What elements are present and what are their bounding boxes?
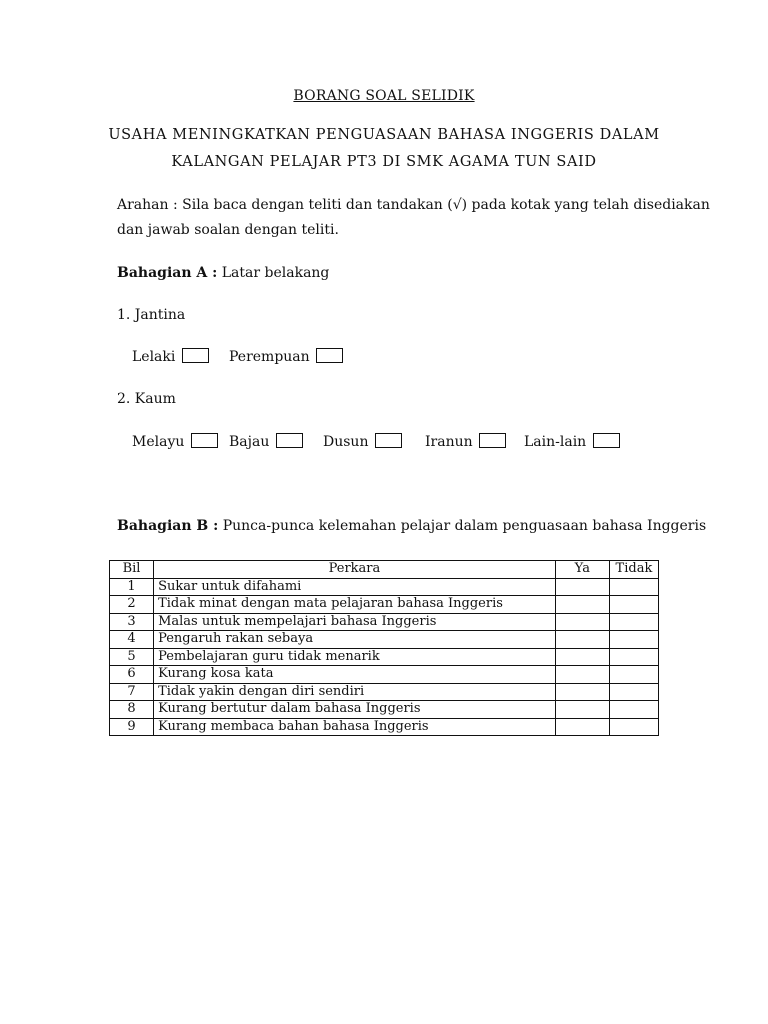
section-b-heading <box>117 518 706 534</box>
option-lain-lain <box>524 433 620 450</box>
ya-cell[interactable] <box>555 648 609 666</box>
row-perkara: Pengaruh rakan sebaya <box>154 631 556 649</box>
header-perkara: Perkara <box>154 561 556 579</box>
ya-cell[interactable] <box>555 701 609 719</box>
row-perkara: Kurang kosa kata <box>154 666 556 684</box>
ya-cell[interactable] <box>555 718 609 736</box>
table-row <box>110 648 659 666</box>
table-row <box>110 578 659 596</box>
table-row <box>110 596 659 614</box>
race-options <box>0 433 768 453</box>
header-bil: Bil <box>110 561 154 579</box>
option-lain-lain-label: Lain-lain <box>524 434 587 450</box>
row-bil: 6 <box>110 666 154 684</box>
row-perkara: Sukar untuk difahami <box>154 578 556 596</box>
tidak-cell[interactable] <box>609 683 658 701</box>
section-a-label: Bahagian A : <box>117 265 218 281</box>
row-bil: 4 <box>110 631 154 649</box>
row-perkara: Malas untuk mempelajari bahasa Inggeris <box>154 613 556 631</box>
instructions-line-2: dan jawab soalan dengan teliti. <box>117 222 339 238</box>
tidak-cell[interactable] <box>609 666 658 684</box>
section-a-subtitle: Latar belakang <box>221 265 330 281</box>
question-gender-label: 1. Jantina <box>117 307 186 323</box>
section-b-subtitle: Punca-punca kelemahan pelajar dalam penguasaan bahasa Inggeris <box>222 518 707 534</box>
option-iranun <box>425 433 506 450</box>
ya-cell[interactable] <box>555 596 609 614</box>
table-row <box>110 683 659 701</box>
tidak-cell[interactable] <box>609 701 658 719</box>
option-melayu <box>132 433 218 450</box>
ya-cell[interactable] <box>555 613 609 631</box>
table-row <box>110 613 659 631</box>
row-bil: 1 <box>110 578 154 596</box>
row-perkara: Kurang membaca bahan bahasa Inggeris <box>154 718 556 736</box>
table-row <box>110 666 659 684</box>
tidak-cell[interactable] <box>609 613 658 631</box>
checkbox-lain-lain[interactable] <box>593 433 620 448</box>
checkbox-dusun[interactable] <box>375 433 402 448</box>
option-bajau <box>229 433 303 450</box>
table-row <box>110 701 659 719</box>
option-perempuan-label: Perempuan <box>229 349 310 365</box>
row-perkara: Tidak minat dengan mata pelajaran bahasa Inggeris <box>154 596 556 614</box>
tidak-cell[interactable] <box>609 631 658 649</box>
row-bil: 5 <box>110 648 154 666</box>
checkbox-lelaki[interactable] <box>182 348 209 363</box>
option-lelaki-label: Lelaki <box>132 349 176 365</box>
row-bil: 7 <box>110 683 154 701</box>
question-race-label: 2. Kaum <box>117 391 176 407</box>
table-row <box>110 631 659 649</box>
ya-cell[interactable] <box>555 666 609 684</box>
row-perkara: Kurang bertutur dalam bahasa Inggeris <box>154 701 556 719</box>
row-bil: 2 <box>110 596 154 614</box>
row-perkara: Tidak yakin dengan diri sendiri <box>154 683 556 701</box>
table-header-row <box>110 561 659 579</box>
survey-table <box>109 560 659 736</box>
row-bil: 3 <box>110 613 154 631</box>
study-title-line-2: KALANGAN PELAJAR PT3 DI SMK AGAMA TUN SAID <box>171 154 597 170</box>
form-title: BORANG SOAL SELIDIK <box>293 88 475 104</box>
ya-cell[interactable] <box>555 578 609 596</box>
table-row <box>110 718 659 736</box>
checkbox-perempuan[interactable] <box>316 348 343 363</box>
tidak-cell[interactable] <box>609 596 658 614</box>
row-bil: 9 <box>110 718 154 736</box>
tidak-cell[interactable] <box>609 718 658 736</box>
tidak-cell[interactable] <box>609 578 658 596</box>
header-ya: Ya <box>555 561 609 579</box>
row-bil: 8 <box>110 701 154 719</box>
checkbox-melayu[interactable] <box>191 433 218 448</box>
checkbox-iranun[interactable] <box>479 433 506 448</box>
option-dusun <box>323 433 402 450</box>
header-tidak: Tidak <box>609 561 658 579</box>
gender-options <box>0 348 768 368</box>
ya-cell[interactable] <box>555 631 609 649</box>
checkbox-bajau[interactable] <box>276 433 303 448</box>
study-title-line-1: USAHA MENINGKATKAN PENGUASAAN BAHASA INGGERIS DALAM <box>108 127 660 143</box>
ya-cell[interactable] <box>555 683 609 701</box>
tidak-cell[interactable] <box>609 648 658 666</box>
section-a-heading <box>117 265 329 281</box>
option-melayu-label: Melayu <box>132 434 185 450</box>
option-bajau-label: Bajau <box>229 434 270 450</box>
option-dusun-label: Dusun <box>323 434 369 450</box>
instructions-line-1: Arahan : Sila baca dengan teliti dan tandakan (√) pada kotak yang telah disediakan <box>117 197 710 213</box>
row-perkara: Pembelajaran guru tidak menarik <box>154 648 556 666</box>
section-b-label: Bahagian B : <box>117 518 219 534</box>
option-perempuan <box>229 348 343 365</box>
option-lelaki <box>132 348 209 365</box>
option-iranun-label: Iranun <box>425 434 473 450</box>
